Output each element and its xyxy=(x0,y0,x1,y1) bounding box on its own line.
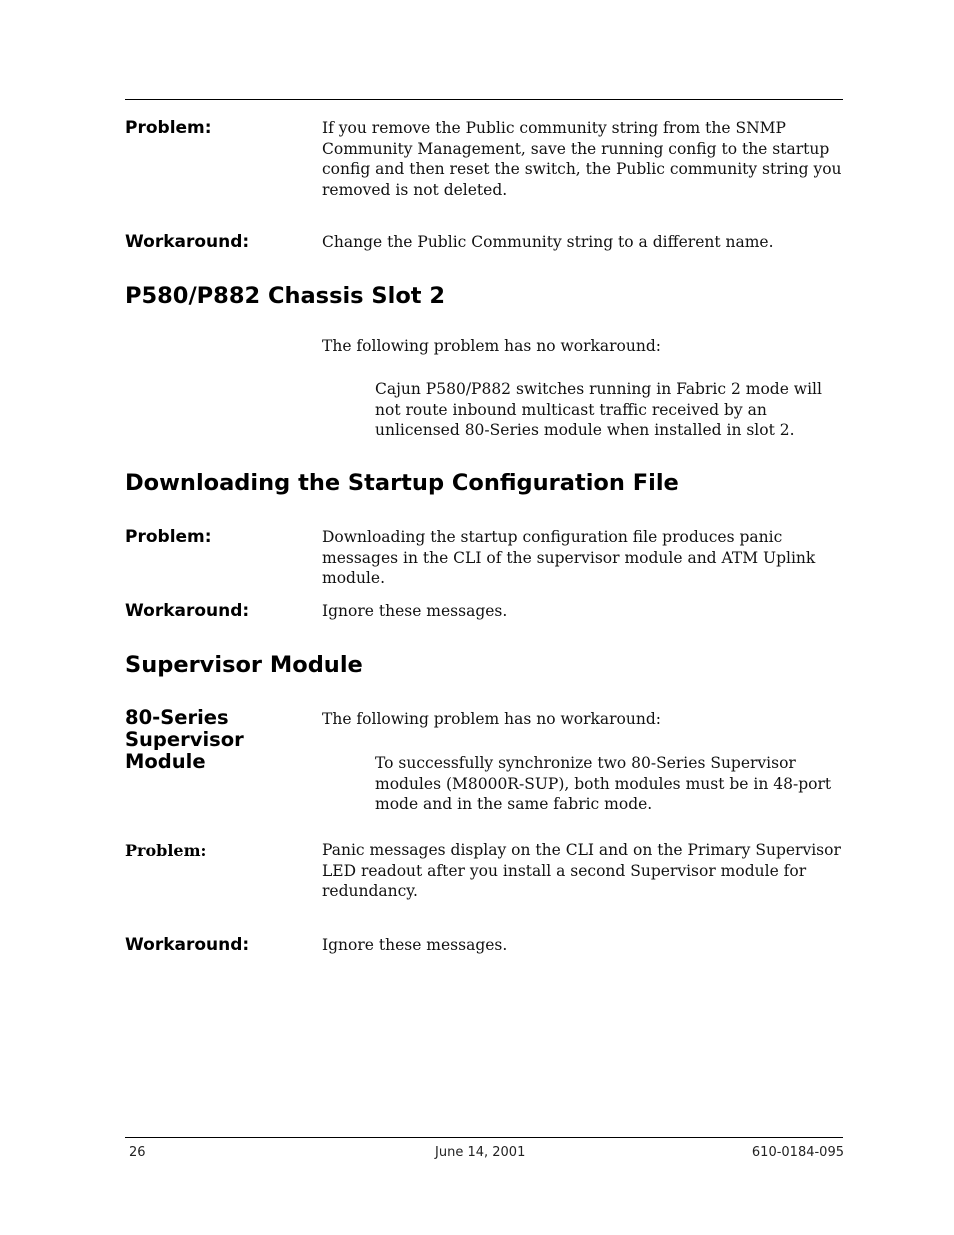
problem-label: Problem: xyxy=(125,527,212,547)
problem-label: Problem: xyxy=(125,118,212,138)
footer-rule xyxy=(125,1137,843,1138)
no-workaround-intro: The following problem has no workaround: xyxy=(322,337,661,355)
problem-text: Panic messages display on the CLI and on the Primary Supervisor LED readout after you install a second Supervisor module for redundancy. xyxy=(322,841,841,900)
section-heading-downloading-startup: Downloading the Startup Configuration File xyxy=(125,470,679,496)
workaround-text: Change the Public Community string to a different name. xyxy=(322,233,774,251)
problem-text: Downloading the startup configuration file produces panic messages in the CLI of the supervisor module and ATM Uplink module. xyxy=(322,528,816,587)
header-rule xyxy=(125,99,843,100)
workaround-text: Ignore these messages. xyxy=(322,602,508,620)
problem-detail: To successfully synchronize two 80-Series Supervisor modules (M8000R-SUP), both modules must be in 48-port mode and in the same fabric mode. xyxy=(375,754,832,813)
section-heading-supervisor-module: Supervisor Module xyxy=(125,652,363,678)
footer-date: June 14, 2001 xyxy=(435,1145,526,1160)
section-heading-chassis-slot: P580/P882 Chassis Slot 2 xyxy=(125,283,446,309)
workaround-label: Workaround: xyxy=(125,232,250,252)
subsection-heading-80-series: 80-Series Supervisor Module xyxy=(125,706,244,773)
problem-detail: Cajun P580/P882 switches running in Fabric 2 mode will not route inbound multicast traffic received by an unlicensed 80-Series module when installed in slot 2. xyxy=(375,380,822,439)
workaround-label: Workaround: xyxy=(125,601,250,621)
problem-text: If you remove the Public community string from the SNMP Community Management, save the running config to the startup config and then reset the switch, the Public community string you removed is not deleted. xyxy=(322,119,842,199)
workaround-text: Ignore these messages. xyxy=(322,936,508,954)
document-number: 610-0184-095 xyxy=(751,1145,844,1160)
page-number: 26 xyxy=(129,1145,146,1160)
no-workaround-intro: The following problem has no workaround: xyxy=(322,710,661,728)
workaround-label: Workaround: xyxy=(125,935,250,955)
problem-label: Problem: xyxy=(125,841,207,860)
